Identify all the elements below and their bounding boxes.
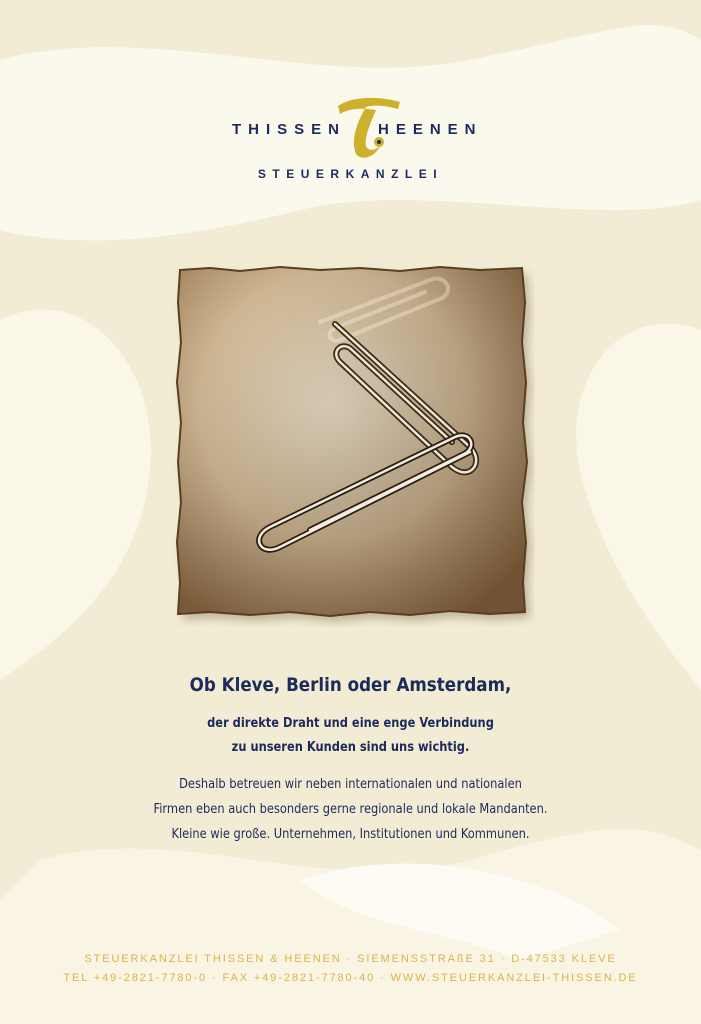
brand-subtitle: STEUERKANZLEI [257,167,444,181]
subheadline [42,712,659,760]
subheadline-line: der direkte Draht und eine enge Verbindung [207,716,494,731]
footer-address: STEUERKANZLEI THISSEN & HEENEN · SIEMENSSTRAßE 31 · D-47533 KLEVE [84,953,617,965]
body-line: Deshalb betreuen wir neben internationalen und nationalen [179,777,522,792]
paperclip-photo [170,262,535,627]
brand-logo [0,0,701,200]
body-line: Firmen eben auch besonders gerne regionale und lokale Mandanten. [153,802,548,817]
headline: Ob Kleve, Berlin oder Amsterdam, [189,674,512,696]
body-text [42,772,659,847]
footer-contact-line: TEL +49-2821-7780-0 · FAX +49-2821-7780-40 · WWW.STEUERKANZLEI-THISSEN.DE [63,972,638,984]
brand-name-right: HEENEN [378,121,483,138]
brand-name-left: THISSEN [231,121,346,138]
footer-contact [0,950,701,988]
body-line: Kleine wie große. Unternehmen, Institutionen und Kommunen. [171,827,530,842]
subheadline-line: zu unseren Kunden sind uns wichtig. [231,740,470,755]
